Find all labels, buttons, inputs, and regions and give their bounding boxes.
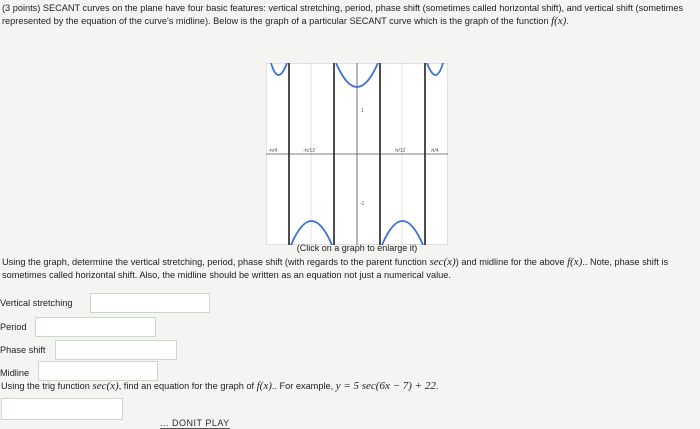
period-input[interactable] xyxy=(35,317,156,337)
x-tick-label: π/12 xyxy=(395,148,406,154)
parent-function: sec(x) xyxy=(92,380,119,392)
function-name: f(x) xyxy=(551,14,567,27)
parent-function: sec(x) xyxy=(429,256,456,268)
prompt-text: . xyxy=(435,381,439,391)
graph-caption[interactable]: (Click on a graph to enlarge it) xyxy=(296,243,418,253)
intro-text: (3 points) SECANT curves on the plane have four basic features: vertical stretching, period, phase shift (sometimes called horizontal shift), and vertical shift (sometimes represented by the equation of the curve's midline). Below is the graph of a particular SECANT curve which is the graph of the function xyxy=(2,3,684,26)
instructions-text: Using the graph, determine the vertical stretching, period, phase shift (with regards to the parent function xyxy=(2,257,430,267)
y-label: -1 xyxy=(360,201,365,207)
phase-shift-input[interactable] xyxy=(55,340,177,360)
phase-shift-label: Phase shift xyxy=(0,345,46,355)
prompt-text: , find an equation for the graph of xyxy=(118,381,257,391)
example-equation: y = 5 sec(6x − 7) + 22 xyxy=(335,380,436,392)
upward-branch xyxy=(427,63,443,75)
x-tick-label: -π/12 xyxy=(303,148,316,154)
problem-intro xyxy=(2,2,696,27)
vertical-stretching-label: Vertical stretching xyxy=(0,298,73,308)
x-tick-label: π/4 xyxy=(431,148,439,154)
prompt-text: .. For example, xyxy=(271,381,336,391)
cut-off-text xyxy=(160,418,230,429)
function-name: f(x) xyxy=(256,380,272,392)
equation-prompt xyxy=(1,380,438,393)
period-label: Period xyxy=(0,322,27,332)
downward-branch xyxy=(291,221,332,245)
secant-graph[interactable] xyxy=(266,63,448,245)
equation-input[interactable] xyxy=(1,398,123,420)
y-label: 1 xyxy=(361,108,364,114)
intro-period: . xyxy=(566,15,569,26)
instructions xyxy=(2,256,698,281)
x-tick-label: -π/4 xyxy=(268,148,278,154)
prompt-text: Using the trig function xyxy=(1,381,93,391)
midline-label: Midline xyxy=(0,368,30,378)
downward-branch xyxy=(382,221,423,245)
instructions-text: ) and midline for the above xyxy=(455,257,568,267)
upward-branch xyxy=(271,63,287,75)
midline-input[interactable] xyxy=(38,361,158,381)
graph-svg[interactable] xyxy=(266,63,448,245)
cut-off-text-content: ... DONIT PLAY xyxy=(160,418,230,428)
instructions-text: .. Note, phase shift is sometimes called horizontal shift. Also, the midline should be written as an equation not just a numerical value. xyxy=(2,257,669,280)
vertical-stretching-input[interactable] xyxy=(90,293,210,313)
function-name: f(x) xyxy=(567,256,583,268)
